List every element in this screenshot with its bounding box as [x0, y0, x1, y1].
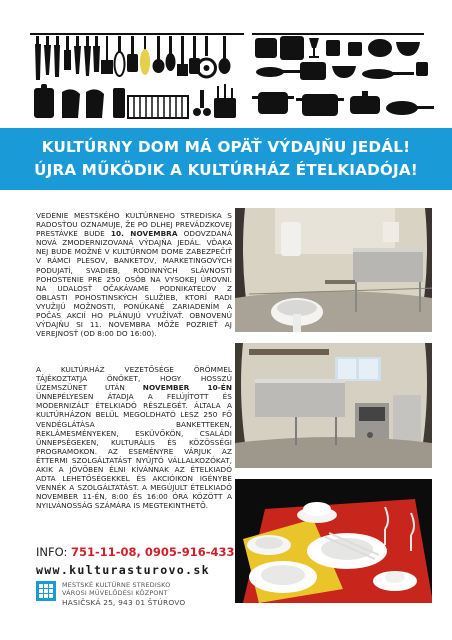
announcement-slovak	[36, 211, 232, 338]
phone-numbers: 751-11-08, 0905-916-433	[71, 545, 235, 559]
teapot-icon	[368, 39, 392, 57]
utensil-rail	[30, 33, 244, 35]
organization-block	[62, 582, 185, 608]
kitchen-utensils-illustration	[0, 0, 452, 128]
wine-glass-icon	[309, 38, 319, 58]
announcement-hungarian-rest: ÜNNEPÉLYESEN ÁTADJA A FELÚJÍTOTT ÉS MODERNIZÁLT ÉTELKIADÓ RÉSZLEGÉT. ÁLTALA A KULTÚRHÁZON BELÜL MEGOLDHATÓ LESZ 250 FŐ VENDÉGLÁTÁSA BANKETTEKEN, REKLÁMESMÉNYEKEN, ESKÜVŐKÖN, CSALÁDI ÜNNEPSÉGEKEN, KULTURÁLIS ÉS KÖZÖSSÉGI PROGRAMOKON. AZ ESEMÉNYRE VÁRJUK AZ ÉTTERMI SZOLGÁLTATÁST NYÚJTÓ VÁLLALKOZÓKAT, AKIK A JÖVŐBEN ÉLNI KÍVÁNNAK AZ ÉTELKIADÓ ADTA LEHETŐSÉGEKKEL ÉS AKCIÓIKON IGÉNYBE VENNÉK A SZOLGÁLTATÁST. A MEGÚJULT ÉTELKIADÓ NOVEMBER 11-ÉN, 8:00 ÉS 16:00 ÓRA KÖZÖTT A NYILVÁNOSSÁG SZÁMÁRA IS MEGTEKINTHETŐ.	[36, 392, 232, 511]
knife-icon	[93, 36, 100, 72]
knife-icon	[44, 36, 51, 75]
oven-mitt-icon	[86, 89, 104, 118]
pot-icon	[252, 92, 294, 114]
whisk-icon	[140, 36, 150, 75]
oven-mitt-icon	[62, 89, 80, 118]
knife-icon	[84, 36, 91, 76]
announcement-hungarian-intro: A KULTÚRHÁZ VEZETŐSÉGE ÖRÖMMEL TÁJÉKOZTATJA ÖNÖKET, HOGY HOSSZÚ ÜZEMSZÜNET UTÁN	[36, 365, 232, 393]
pan-icon	[362, 69, 414, 79]
organization-name-hungarian: VÁROSI MŰVELŐDÉSI KÖZPONT	[62, 588, 168, 597]
organization-address: HASIČSKÁ 25, 943 01 ŠTÚROVO	[62, 597, 186, 607]
announcement-slovak-intro: VEDENIE MESTSKÉHO KULTÚRNEHO STREDISKA S RADOSŤOU OZNAMUJE, ŽE PO DLHEJ PREVÁDZKOVEJ PRESTÁVKE BUDE	[36, 211, 232, 239]
kitchen-equipment-photo	[235, 343, 432, 468]
pot-icon	[280, 36, 304, 60]
organization-logo-icon	[36, 581, 56, 601]
headline-slovak: KULTÚRNY DOM MÁ OPÄŤ VÝDAJŇU JEDÁL!	[41, 138, 411, 156]
grater-icon	[113, 88, 125, 118]
knife-icon	[35, 36, 41, 80]
knife-icon	[54, 36, 60, 77]
utensil-holder-icon	[214, 84, 236, 118]
shelf-rail	[252, 33, 424, 35]
pan-icon	[256, 67, 300, 77]
website-link[interactable]: www.kulturasturovo.sk	[36, 563, 210, 577]
pot-icon	[296, 94, 344, 116]
cup-icon	[348, 42, 362, 56]
info-label: INFO:	[36, 545, 71, 559]
fork-icon	[177, 36, 188, 76]
ladle-icon	[153, 36, 165, 73]
scissors-icon	[193, 90, 211, 116]
pot-icon	[300, 62, 326, 80]
pan-icon	[386, 101, 434, 115]
spatula-icon	[127, 36, 138, 72]
announcement-hungarian	[36, 365, 232, 511]
cutting-board-icon	[34, 84, 54, 118]
cup-icon	[416, 62, 428, 76]
pot-icon	[255, 38, 277, 58]
casserole-icon	[350, 91, 380, 114]
spoon-icon	[166, 36, 176, 71]
opening-date-slovak: 10. NOVEMBRA	[110, 229, 178, 239]
knife-icon	[74, 36, 81, 74]
bowl-icon	[332, 66, 356, 78]
organization-name-slovak: MESTSKÉ KULTÚRNE STREDISKO	[62, 581, 171, 589]
bowl-icon	[396, 42, 420, 56]
skimmer-icon	[198, 36, 216, 77]
contact-info	[36, 545, 235, 559]
announcement-slovak-rest: ODOVZDANÁ NOVÁ ZMODERNIZOVANÁ VÝDAJŇA JEDÁL. VĎAKA NEJ BUDE MOŽNÉ V KULTÚRNOM DOME ZABEZPEČIŤ V RÁMCI PLESOV, BANKETOV, MARKETINGOVÝCH PODUJATÍ, SVADIEB, RODINNÝCH SLÁVNOSTÍ POHOSTENIE PRE 250 OSÔB NA VYSOKEJ ÚROVNI. NA UDALOSŤ OČAKÁVAME PODNIKATEĽOV Z OBLASTI POHOSTINSKÝCH SLUŽIEB, KTORÍ RADI VYUŽIJÚ MOŽNOSTI, PONÚKANÉ ZARIADENÍM A POČAS AKCIÍ HO PLÁNUJÚ VYUŽÍVAŤ. OBNOVENÚ VÝDAJŇU SI 11. NOVEMBRA MÔŽE POZRIEŤ AJ VEREJNOSŤ (OD 8:00 DO 16:00).	[36, 229, 232, 339]
cup-icon	[326, 40, 340, 56]
kitchen-sink-photo	[235, 208, 432, 332]
headline-hungarian: ÚJRA MŰKÖDIK A KULTÚRHÁZ ÉTELKIADÓJA!	[34, 161, 418, 179]
fork-icon	[101, 36, 113, 74]
fork-icon	[64, 36, 71, 70]
opening-date-hungarian: NOVEMBER 10-ÉN	[142, 383, 232, 393]
ladle-icon	[219, 36, 231, 74]
headline-banner	[0, 128, 452, 190]
dish-rack-icon	[128, 96, 188, 118]
whisk-icon	[115, 36, 125, 76]
table-setting-photo	[235, 479, 432, 603]
